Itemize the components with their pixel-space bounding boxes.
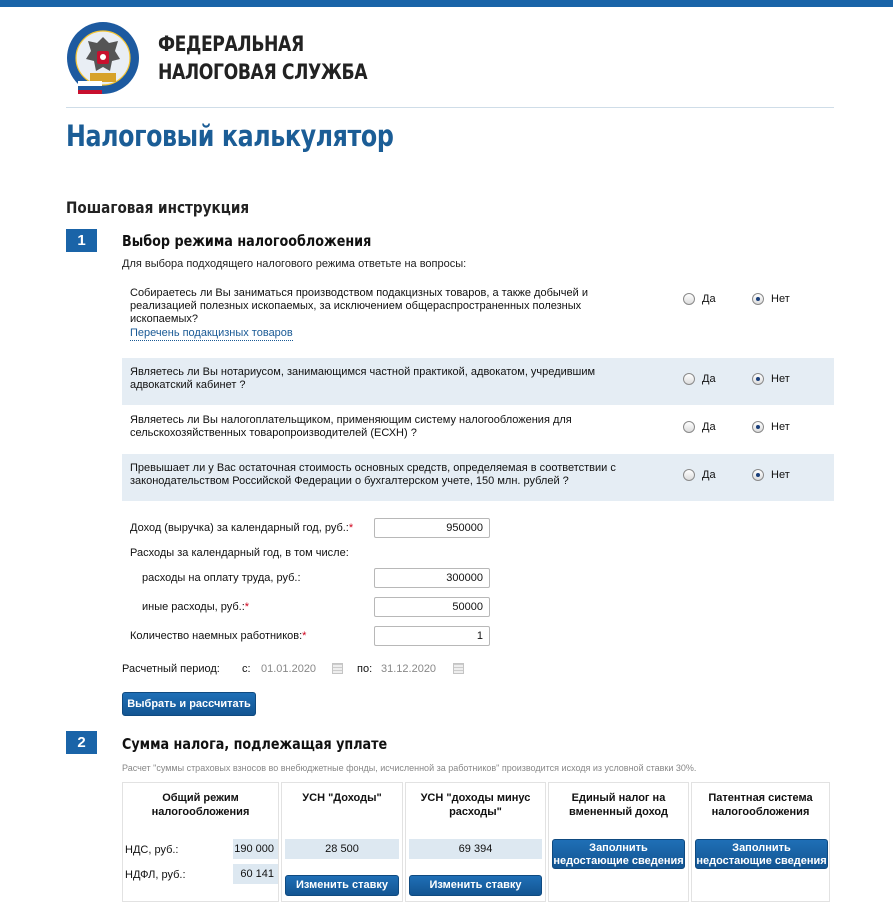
instructions-subtitle: Пошаговая инструкция <box>66 198 250 217</box>
other-expenses-label: иные расходы, руб.:* <box>142 601 250 613</box>
radio-yes[interactable]: Да <box>683 373 716 385</box>
period-to-date[interactable]: 31.12.2020 <box>381 663 437 675</box>
step2-number-badge: 2 <box>66 731 97 754</box>
patent-column <box>691 782 830 902</box>
step1-intro: Для выбора подходящего налогового режима ответьте на вопросы: <box>122 258 467 270</box>
step1-title: Выбор режима налогообложения <box>122 232 372 250</box>
fill-missing-info-button[interactable]: Заполнить недостающие сведения <box>552 839 685 869</box>
question-text: Являетесь ли Вы нотариусом, занимающимся частной практикой, адвокатом, учредившим адвокатский кабинет ? <box>130 366 596 391</box>
radio-yes[interactable]: Да <box>683 421 716 433</box>
question-fixed-assets <box>122 454 834 501</box>
calendar-icon[interactable] <box>453 663 464 674</box>
general-regime-column <box>122 782 279 902</box>
radio-button-icon[interactable] <box>683 469 695 481</box>
radio-button-icon[interactable] <box>752 469 764 481</box>
radio-no[interactable]: Нет <box>752 469 790 481</box>
radio-button-icon[interactable] <box>752 293 764 305</box>
radio-button-icon[interactable] <box>683 421 695 433</box>
envd-column <box>548 782 689 902</box>
question-text: Собираетесь ли Вы заниматься производством подакцизных товаров, а также добычей и реализацией полезных ископаемых, за исключением общераспространенных полезных ископаемых? Перечень подакцизных товаров <box>130 287 588 339</box>
column-title: УСН "Доходы" <box>302 792 382 804</box>
period-label: Расчетный период: <box>122 663 220 675</box>
column-title: Общий режим налогообложения <box>151 792 250 818</box>
question-eshn <box>122 406 834 453</box>
column-title: УСН "доходы минус расходы" <box>420 792 531 818</box>
site-header <box>66 18 834 108</box>
radio-button-icon[interactable] <box>683 373 695 385</box>
question-excise <box>122 280 834 346</box>
ndfl-value: 60 141 <box>233 864 278 884</box>
org-name-line1: ФЕДЕРАЛЬНАЯ <box>158 32 304 56</box>
radio-button-icon[interactable] <box>683 293 695 305</box>
calculate-button[interactable]: Выбрать и рассчитать <box>122 692 256 716</box>
insurance-note: Расчет "суммы страховых взносов во внебюджетные фонды, исчисленной за работников" производится исходя из условной ставки 30%. <box>122 763 697 773</box>
period-to-label: по: <box>357 663 373 675</box>
radio-no[interactable]: Нет <box>752 421 790 433</box>
change-rate-button[interactable]: Изменить ставку <box>285 875 399 896</box>
income-input[interactable]: 950000 <box>374 518 490 538</box>
step2-title: Сумма налога, подлежащая уплате <box>122 735 388 753</box>
radio-no[interactable]: Нет <box>752 373 790 385</box>
required-mark: * <box>348 522 354 534</box>
fns-emblem-logo[interactable] <box>66 21 140 95</box>
organization-name <box>158 30 367 86</box>
required-mark: * <box>302 630 307 642</box>
expenses-header: Расходы за календарный год, в том числе: <box>130 547 349 559</box>
vat-value: 190 000 <box>233 839 278 859</box>
org-name-line2: НАЛОГОВАЯ СЛУЖБА <box>158 60 368 84</box>
radio-button-icon[interactable] <box>752 373 764 385</box>
period-from-label: с: <box>242 663 251 675</box>
income-label: Доход (выручка) за календарный год, руб.:* <box>130 522 354 534</box>
usn-income-minus-expenses-column <box>405 782 546 902</box>
excise-goods-list-link[interactable]: Перечень подакцизных товаров <box>130 327 293 339</box>
question-text: Превышает ли у Вас остаточная стоимость основных средств, определяемая в соответствии с законодательством Российской Федерации о бухгалтерском учете, 150 млн. рублей ? <box>130 462 616 487</box>
period-from-date[interactable]: 01.01.2020 <box>261 663 317 675</box>
labor-expenses-label: расходы на оплату труда, руб.: <box>142 572 301 584</box>
usn-income-column <box>281 782 403 902</box>
required-mark: * <box>244 601 250 613</box>
top-accent-bar <box>0 0 893 7</box>
ndfl-label: НДФЛ, руб.: <box>125 869 186 881</box>
workers-count-input[interactable]: 1 <box>374 626 490 646</box>
radio-no[interactable]: Нет <box>752 293 790 305</box>
radio-yes[interactable]: Да <box>683 293 716 305</box>
page-title: Налоговый калькулятор <box>66 119 394 153</box>
workers-count-label: Количество наемных работников:* <box>130 630 307 642</box>
radio-yes[interactable]: Да <box>683 469 716 481</box>
change-rate-button[interactable]: Изменить ставку <box>409 875 542 896</box>
question-text: Являетесь ли Вы налогоплательщиком, применяющим систему налогообложения для сельскохозяйственных товаропроизводителей (ЕСХН) ? <box>130 414 572 439</box>
column-title: Единый налог на вмененный доход <box>569 792 668 818</box>
usn-income-value: 28 500 <box>285 839 399 859</box>
column-title: Патентная система налогообложения <box>708 792 813 818</box>
step1-number-badge: 1 <box>66 229 97 252</box>
labor-expenses-input[interactable]: 300000 <box>374 568 490 588</box>
radio-button-icon[interactable] <box>752 421 764 433</box>
usn-diff-value: 69 394 <box>409 839 542 859</box>
other-expenses-input[interactable]: 50000 <box>374 597 490 617</box>
vat-label: НДС, руб.: <box>125 844 179 856</box>
question-notary <box>122 358 834 405</box>
calendar-icon[interactable] <box>332 663 343 674</box>
fill-missing-info-button[interactable]: Заполнить недостающие сведения <box>695 839 828 869</box>
